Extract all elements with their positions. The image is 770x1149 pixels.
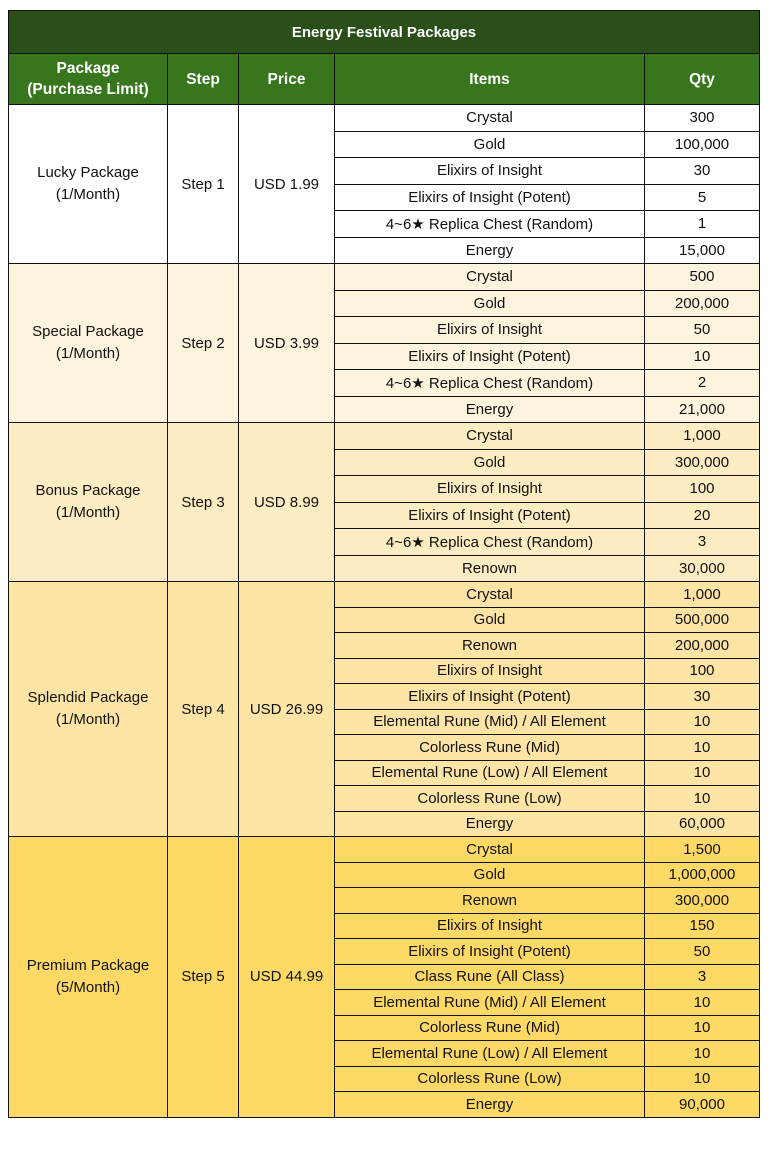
item-name: Energy	[335, 811, 645, 837]
item-qty: 10	[645, 1041, 760, 1067]
table-title: Energy Festival Packages	[9, 11, 760, 54]
item-qty: 5	[645, 184, 760, 211]
item-name: Crystal	[335, 582, 645, 608]
item-qty: 30,000	[645, 555, 760, 582]
item-name: Elemental Rune (Mid) / All Element	[335, 990, 645, 1016]
header-step: Step	[168, 54, 239, 105]
item-name: Renown	[335, 888, 645, 914]
item-qty: 90,000	[645, 1092, 760, 1118]
item-qty: 100,000	[645, 131, 760, 158]
package-cell	[9, 837, 168, 1118]
package-name: Splendid Package	[27, 689, 149, 706]
package-cell	[9, 423, 168, 582]
item-name: 4~6★ Replica Chest (Random)	[335, 211, 645, 238]
item-name: Energy	[335, 1092, 645, 1118]
item-name: Energy	[335, 396, 645, 423]
price-cell: USD 26.99	[239, 582, 335, 837]
item-name: Elixirs of Insight	[335, 317, 645, 344]
item-qty: 1	[645, 211, 760, 238]
header-items: Items	[335, 54, 645, 105]
item-name: Gold	[335, 862, 645, 888]
item-qty: 10	[645, 709, 760, 735]
price-cell: USD 8.99	[239, 423, 335, 582]
purchase-limit: (1/Month)	[55, 186, 121, 203]
item-name: Colorless Rune (Low)	[335, 1066, 645, 1092]
item-name: Elixirs of Insight (Potent)	[335, 684, 645, 710]
table-row	[9, 105, 760, 132]
header-package	[9, 54, 168, 105]
item-qty: 1,000	[645, 582, 760, 608]
item-qty: 100	[645, 476, 760, 503]
item-name: Elemental Rune (Mid) / All Element	[335, 709, 645, 735]
price-cell: USD 3.99	[239, 264, 335, 423]
item-qty: 1,000	[645, 423, 760, 450]
item-name: Crystal	[335, 105, 645, 132]
item-name: Elixirs of Insight	[335, 476, 645, 503]
item-qty: 300,000	[645, 449, 760, 476]
item-qty: 10	[645, 1066, 760, 1092]
item-name: Gold	[335, 131, 645, 158]
step-cell: Step 1	[168, 105, 239, 264]
step-cell: Step 4	[168, 582, 239, 837]
item-name: Elixirs of Insight (Potent)	[335, 939, 645, 965]
package-cell	[9, 582, 168, 837]
package-name: Lucky Package	[37, 164, 139, 181]
item-qty: 3	[645, 529, 760, 556]
item-name: Elixirs of Insight (Potent)	[335, 502, 645, 529]
item-qty: 200,000	[645, 290, 760, 317]
item-name: Renown	[335, 633, 645, 659]
item-qty: 50	[645, 317, 760, 344]
package-name: Premium Package	[26, 956, 150, 974]
item-qty: 50	[645, 939, 760, 965]
purchase-limit: (1/Month)	[55, 345, 121, 362]
item-qty: 60,000	[645, 811, 760, 837]
item-qty: 10	[645, 343, 760, 370]
item-name: Colorless Rune (Mid)	[335, 1015, 645, 1041]
item-qty: 2	[645, 370, 760, 397]
step-cell: Step 5	[168, 837, 239, 1118]
item-qty: 500,000	[645, 607, 760, 633]
package-cell	[9, 105, 168, 264]
item-qty: 21,000	[645, 396, 760, 423]
item-name: Renown	[335, 555, 645, 582]
item-qty: 10	[645, 1015, 760, 1041]
package-cell	[9, 264, 168, 423]
item-qty: 1,500	[645, 837, 760, 863]
item-qty: 1,000,000	[645, 862, 760, 888]
purchase-limit: (1/Month)	[55, 504, 121, 521]
package-name: Special Package	[32, 323, 144, 340]
item-qty: 500	[645, 264, 760, 291]
step-cell: Step 2	[168, 264, 239, 423]
item-name: Crystal	[335, 264, 645, 291]
header-price: Price	[239, 54, 335, 105]
header-limit-label: (Purchase Limit)	[27, 81, 149, 98]
item-name: Gold	[335, 607, 645, 633]
item-qty: 100	[645, 658, 760, 684]
item-name: Elixirs of Insight	[335, 658, 645, 684]
step-cell: Step 3	[168, 423, 239, 582]
item-qty: 3	[645, 964, 760, 990]
item-qty: 10	[645, 735, 760, 761]
item-name: Gold	[335, 290, 645, 317]
item-name: Gold	[335, 449, 645, 476]
packages-table	[8, 10, 760, 1118]
item-name: 4~6★ Replica Chest (Random)	[335, 370, 645, 397]
item-name: Elixirs of Insight (Potent)	[335, 343, 645, 370]
item-qty: 200,000	[645, 633, 760, 659]
item-qty: 150	[645, 913, 760, 939]
item-qty: 30	[645, 158, 760, 185]
table-row	[9, 264, 760, 291]
item-name: Elixirs of Insight (Potent)	[335, 184, 645, 211]
item-qty: 20	[645, 502, 760, 529]
item-name: Colorless Rune (Mid)	[335, 735, 645, 761]
item-qty: 10	[645, 760, 760, 786]
header-qty: Qty	[645, 54, 760, 105]
item-name: Elixirs of Insight	[335, 913, 645, 939]
item-qty: 300	[645, 105, 760, 132]
price-cell: USD 1.99	[239, 105, 335, 264]
header-package-label: Package	[56, 60, 120, 77]
table-row	[9, 837, 760, 863]
purchase-limit: (1/Month)	[55, 711, 121, 728]
purchase-limit: (5/Month)	[55, 978, 121, 996]
item-name: Crystal	[335, 837, 645, 863]
price-cell: USD 44.99	[239, 837, 335, 1118]
item-name: Class Rune (All Class)	[335, 964, 645, 990]
package-name: Bonus Package	[35, 482, 141, 499]
table-body	[9, 105, 760, 1118]
table-row	[9, 423, 760, 450]
item-qty: 10	[645, 990, 760, 1016]
item-name: Colorless Rune (Low)	[335, 786, 645, 812]
item-qty: 300,000	[645, 888, 760, 914]
item-qty: 30	[645, 684, 760, 710]
item-qty: 15,000	[645, 237, 760, 264]
item-name: Energy	[335, 237, 645, 264]
item-name: Crystal	[335, 423, 645, 450]
item-qty: 10	[645, 786, 760, 812]
table-row	[9, 582, 760, 608]
item-name: Elemental Rune (Low) / All Element	[335, 1041, 645, 1067]
item-name: Elemental Rune (Low) / All Element	[335, 760, 645, 786]
item-name: Elixirs of Insight	[335, 158, 645, 185]
item-name: 4~6★ Replica Chest (Random)	[335, 529, 645, 556]
